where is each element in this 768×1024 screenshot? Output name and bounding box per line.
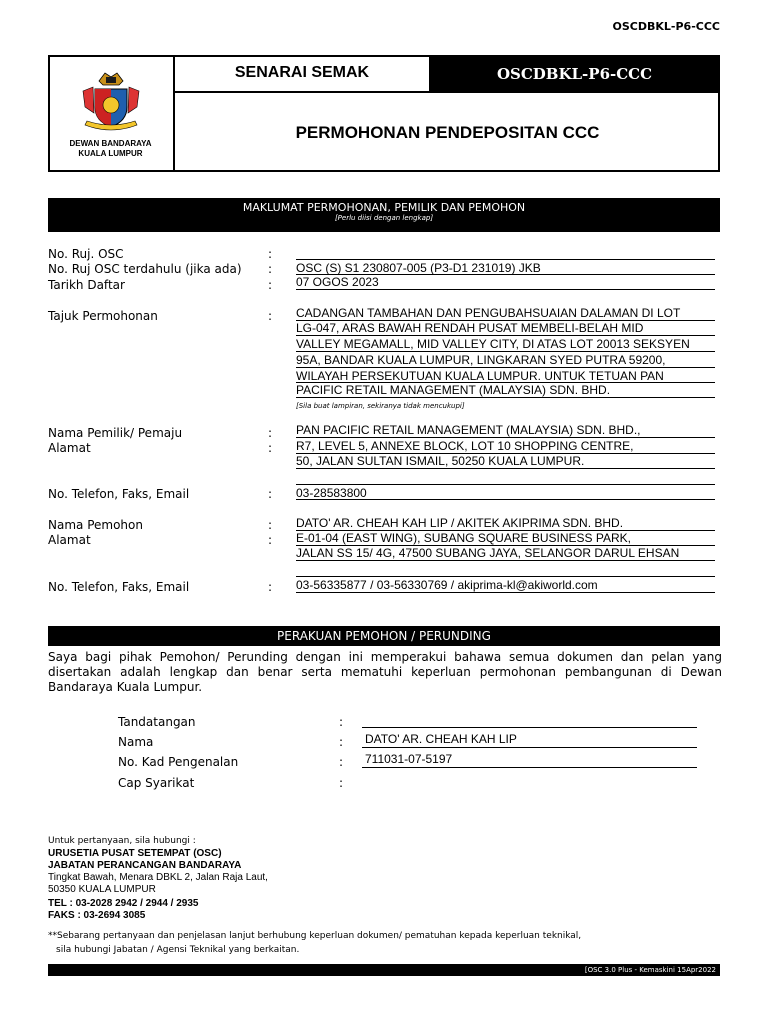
contact-faks: FAKS : 03-2694 3085 (48, 910, 146, 921)
section-1-subtitle: [Perlu diisi dengan lengkap] (334, 214, 434, 222)
pemilik-line[interactable]: 50, JALAN SULTAN ISMAIL, 50250 KUALA LUMPUR. (296, 454, 585, 468)
contact-tel: TEL : 03-2028 2942 / 2944 / 2935 (48, 898, 199, 909)
pemilik-telefon-value[interactable]: 03-28583800 (296, 486, 367, 500)
ruj-osc-dahulu-label: No. Ruj OSC terdahulu (jika ada) (48, 262, 242, 276)
contact-address-1: Tingkat Bawah, Menara DBKL 2, Jalan Raja Laut, (48, 872, 268, 883)
footer-version: [OSC 3.0 Plus - Kemaskini 15Apr2022 (584, 966, 716, 974)
pemohon-line[interactable]: JALAN SS 15/ 4G, 47500 SUBANG JAYA, SELANGOR DARUL EHSAN (296, 546, 680, 560)
pemilik-line[interactable]: R7, LEVEL 5, ANNEXE BLOCK, LOT 10 SHOPPING CENTRE, (296, 439, 634, 453)
contact-address-2: 50350 KUALA LUMPUR (48, 884, 156, 895)
pemohon-telefon-value[interactable]: 03-56335877 / 03-56330769 / akiprima-kl@akiworld.com (296, 578, 598, 592)
section-2-title: PERAKUAN PEMOHON / PERUNDING (48, 626, 720, 646)
section-1-bar (48, 198, 720, 232)
tajuk-line[interactable]: PACIFIC RETAIL MANAGEMENT (MALAYSIA) SDN. BHD. (296, 383, 611, 397)
kad-pengenalan-value[interactable]: 711031-07-5197 (365, 752, 453, 766)
ruj-osc-label: No. Ruj. OSC (48, 247, 124, 261)
pemilik-line[interactable]: PAN PACIFIC RETAIL MANAGEMENT (MALAYSIA) SDN. BHD., (296, 423, 641, 437)
document-title: PERMOHONAN PENDEPOSITAN CCC (295, 122, 600, 142)
tarikh-value[interactable]: 07 OGOS 2023 (296, 275, 379, 289)
declaration-paragraph: Saya bagi pihak Pemohon/ Perunding dengan ini memperakui bahawa semua dokumen dan pelan yang disertakan adalah lengkap dan benar serta mematuhi keperluan permohonan pembangunan di Dewan Bandaraya Kuala Lumpur. (48, 650, 722, 694)
tandatangan-label: Tandatangan (118, 715, 196, 729)
pemilik-telefon-label: No. Telefon, Faks, Email (48, 487, 190, 501)
tajuk-line[interactable]: VALLEY MEGAMALL, MID VALLEY CITY, DI ATAS LOT 20013 SEKSYEN (296, 337, 690, 351)
tarikh-label: Tarikh Daftar (48, 278, 125, 292)
logo-line-1: DEWAN BANDARAYA (69, 139, 152, 148)
tajuk-note: [Sila buat lampiran, sekiranya tidak mencukupi] (296, 402, 465, 410)
pemilik-alamat-label: Alamat (48, 441, 91, 455)
nama-value[interactable]: DATO' AR. CHEAH KAH LIP (365, 732, 517, 746)
nama-label: Nama (118, 735, 154, 749)
header-left-label: SENARAI SEMAK (175, 55, 429, 93)
contact-intro: Untuk pertanyaan, sila hubungi : (48, 836, 196, 846)
pemohon-label: Nama Pemohon (48, 518, 143, 532)
logo-area (48, 55, 175, 172)
tajuk-line[interactable]: CADANGAN TAMBAHAN DAN PENGUBAHSUAIAN DALAMAN DI LOT (296, 306, 681, 320)
pemohon-telefon-label: No. Telefon, Faks, Email (48, 580, 190, 594)
ruj-osc-dahulu-value[interactable]: OSC (S) S1 230807-005 (P3-D1 231019) JKB (296, 261, 541, 275)
kad-pengenalan-label: No. Kad Pengenalan (118, 755, 239, 769)
tajuk-line[interactable]: 95A, BANDAR KUALA LUMPUR, LINGKARAN SYED PUTRA 59200, (296, 353, 666, 367)
header-right-code: OSCDBKL-P6-CCC (429, 55, 720, 93)
pemilik-label: Nama Pemilik/ Pemaju (48, 426, 183, 440)
logo-line-2: KUALA LUMPUR (78, 149, 143, 158)
tajuk-line[interactable]: WILAYAH PERSEKUTUAN KUALA LUMPUR. UNTUK TETUAN PAN (296, 369, 664, 383)
pemohon-line[interactable]: E-01-04 (EAST WING), SUBANG SQUARE BUSINESS PARK, (296, 531, 631, 545)
contact-unit: URUSETIA PUSAT SETEMPAT (OSC) (48, 848, 222, 859)
ruj-osc-field[interactable] (296, 259, 715, 260)
dbkl-crest-icon (75, 63, 147, 135)
footnote-line-2: sila hubungi Jabatan / Agensi Teknikal yang berkaitan. (56, 945, 300, 955)
pemohon-line[interactable]: DATO' AR. CHEAH KAH LIP / AKITEK AKIPRIMA SDN. BHD. (296, 516, 624, 530)
cap-syarikat-label: Cap Syarikat (118, 776, 195, 790)
contact-department: JABATAN PERANCANGAN BANDARAYA (48, 860, 242, 871)
tajuk-label: Tajuk Permohonan (48, 309, 158, 323)
section-1-title: MAKLUMAT PERMOHONAN, PEMILIK DAN PEMOHON (242, 201, 526, 214)
tajuk-line[interactable]: LG-047, ARAS BAWAH RENDAH PUSAT MEMBELI-BELAH MID (296, 321, 644, 335)
footer-bar (48, 964, 720, 976)
pemohon-alamat-label: Alamat (48, 533, 91, 547)
tandatangan-field[interactable] (362, 727, 697, 728)
document-code: OSCDBKL-P6-CCC (612, 20, 720, 33)
footnote-line-1: **Sebarang pertanyaan dan penjelasan lanjut berhubung keperluan dokumen/ pematuhan kepada keperluan teknikal, (48, 931, 582, 941)
